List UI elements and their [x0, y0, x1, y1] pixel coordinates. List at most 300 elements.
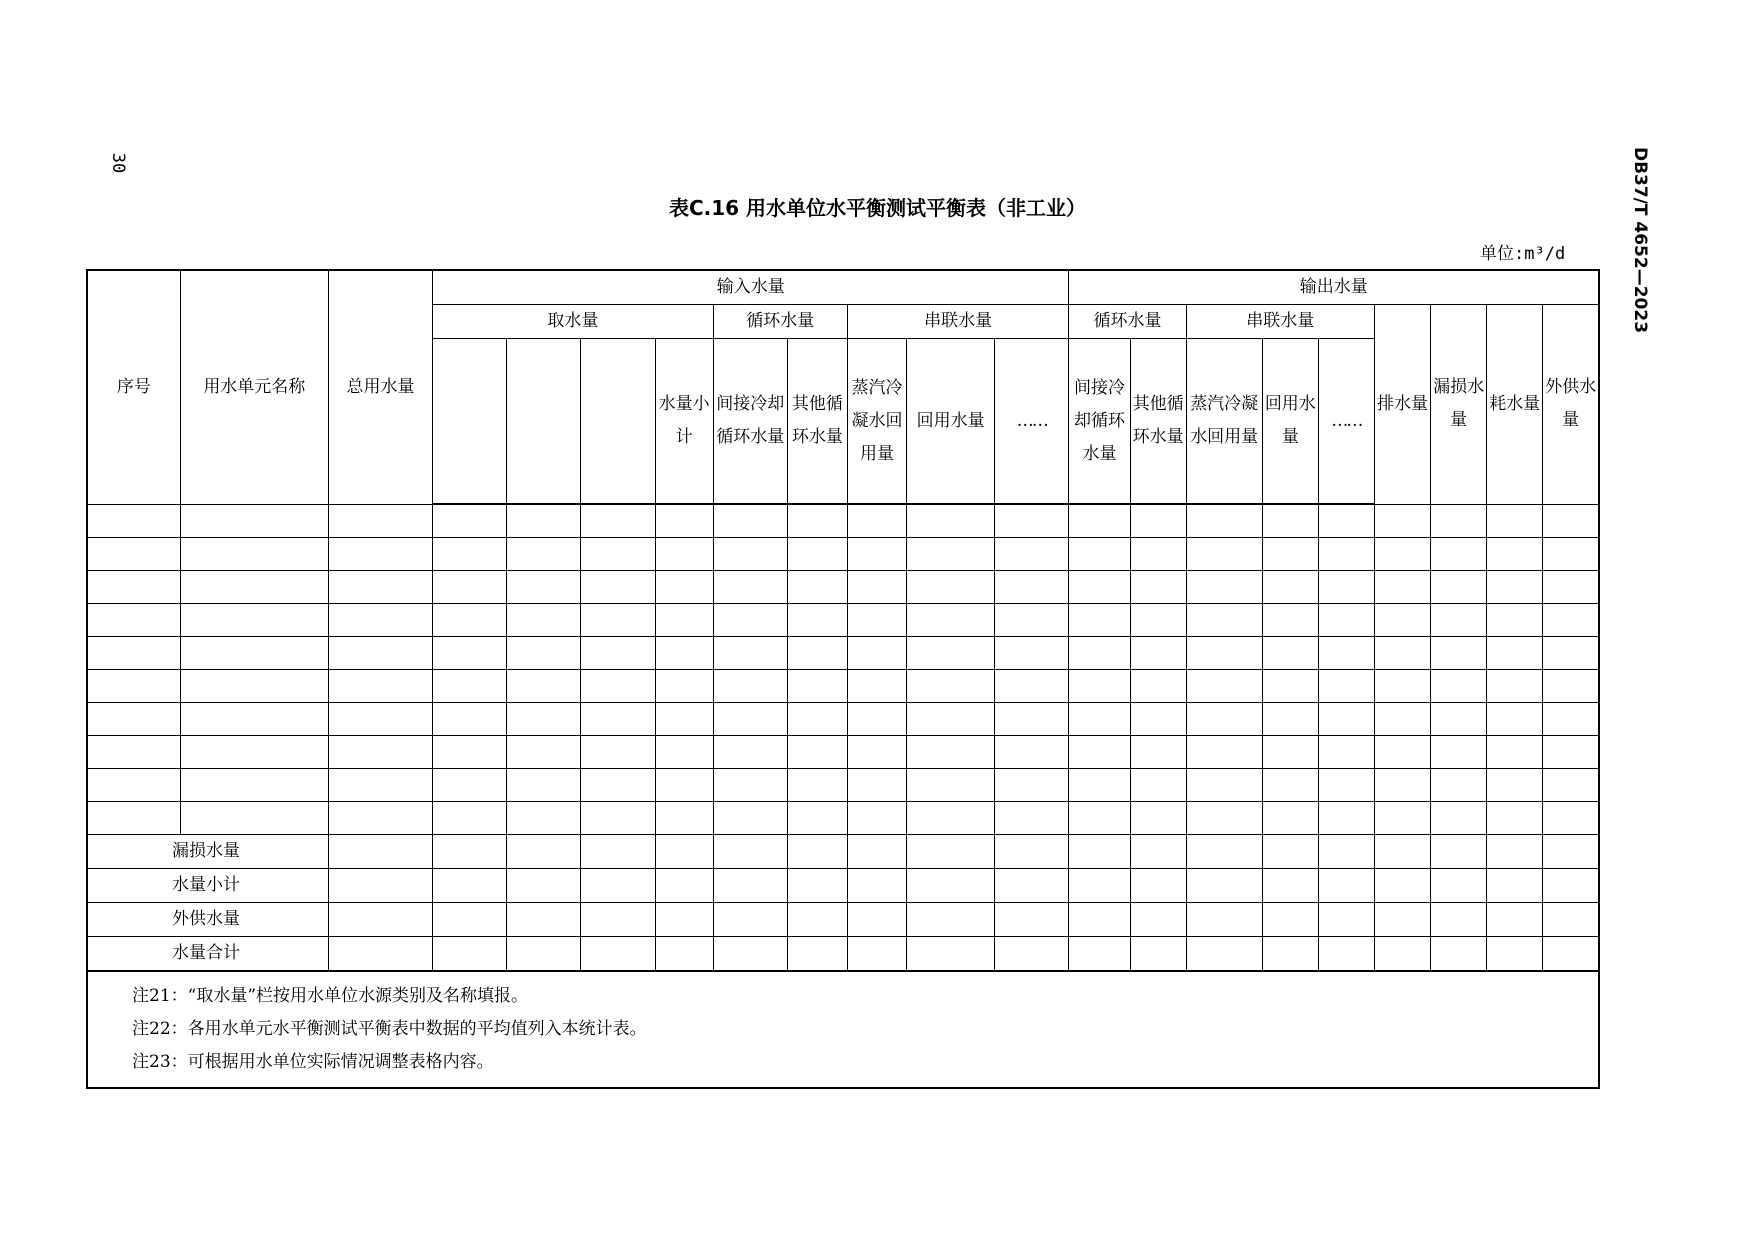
- table-cell[interactable]: [433, 571, 507, 604]
- table-cell[interactable]: [907, 903, 995, 937]
- table-cell[interactable]: [1130, 538, 1186, 571]
- table-cell[interactable]: [507, 769, 581, 802]
- table-cell[interactable]: [1262, 869, 1318, 903]
- table-cell[interactable]: [507, 670, 581, 703]
- table-cell[interactable]: [1318, 835, 1374, 869]
- table-cell[interactable]: [847, 571, 906, 604]
- table-cell[interactable]: [1487, 504, 1543, 538]
- table-cell[interactable]: [787, 538, 847, 571]
- table-cell[interactable]: [655, 538, 713, 571]
- table-cell[interactable]: [87, 637, 180, 670]
- table-cell[interactable]: [907, 604, 995, 637]
- table-cell[interactable]: [1318, 703, 1374, 736]
- table-cell[interactable]: [1374, 903, 1430, 937]
- table-cell[interactable]: [847, 802, 906, 835]
- table-cell[interactable]: [995, 637, 1069, 670]
- table-cell[interactable]: [1262, 637, 1318, 670]
- table-cell[interactable]: [1543, 604, 1599, 637]
- table-cell[interactable]: [787, 637, 847, 670]
- table-cell[interactable]: [1431, 937, 1487, 972]
- table-cell[interactable]: [1431, 504, 1487, 538]
- table-cell[interactable]: [1318, 937, 1374, 972]
- table-cell[interactable]: [1431, 903, 1487, 937]
- table-cell[interactable]: [713, 703, 787, 736]
- table-cell[interactable]: [328, 736, 432, 769]
- table-cell[interactable]: [180, 637, 328, 670]
- summary-row-external-supply: [87, 903, 1599, 937]
- table-cell[interactable]: [507, 703, 581, 736]
- table-cell[interactable]: [507, 937, 581, 972]
- table-cell[interactable]: [1130, 637, 1186, 670]
- table-cell[interactable]: [1186, 835, 1262, 869]
- table-cell[interactable]: [1543, 835, 1599, 869]
- table-cell[interactable]: [713, 869, 787, 903]
- table-cell[interactable]: [787, 670, 847, 703]
- table-cell[interactable]: [1318, 637, 1374, 670]
- table-cell[interactable]: [180, 604, 328, 637]
- table-cell[interactable]: [433, 835, 507, 869]
- table-cell[interactable]: [1262, 703, 1318, 736]
- table-cell[interactable]: [1069, 571, 1130, 604]
- table-cell[interactable]: [655, 903, 713, 937]
- table-cell[interactable]: [1130, 604, 1186, 637]
- table-cell[interactable]: [655, 736, 713, 769]
- table-cell[interactable]: [1543, 538, 1599, 571]
- table-cell[interactable]: [507, 835, 581, 869]
- table-cell[interactable]: [1130, 869, 1186, 903]
- table-cell[interactable]: [1130, 903, 1186, 937]
- table-cell[interactable]: [1543, 504, 1599, 538]
- header-intake-source-1: [433, 339, 507, 505]
- table-cell[interactable]: [1186, 637, 1262, 670]
- table-cell[interactable]: [328, 571, 432, 604]
- table-cell[interactable]: [907, 538, 995, 571]
- table-cell[interactable]: [1186, 604, 1262, 637]
- table-cell[interactable]: [87, 736, 180, 769]
- table-cell[interactable]: [1130, 504, 1186, 538]
- table-cell[interactable]: [655, 637, 713, 670]
- table-cell[interactable]: [1069, 504, 1130, 538]
- table-cell[interactable]: [1487, 604, 1543, 637]
- table-cell[interactable]: [507, 869, 581, 903]
- table-cell[interactable]: [713, 736, 787, 769]
- table-cell[interactable]: [847, 538, 906, 571]
- table-cell[interactable]: [1543, 736, 1599, 769]
- table-cell[interactable]: [847, 703, 906, 736]
- table-cell[interactable]: [713, 670, 787, 703]
- table-cell[interactable]: [1374, 703, 1430, 736]
- table-cell[interactable]: [787, 937, 847, 972]
- table-cell[interactable]: [433, 604, 507, 637]
- table-cell[interactable]: [907, 670, 995, 703]
- summary-label: 水量合计: [87, 937, 328, 972]
- table-cell[interactable]: [1487, 937, 1543, 972]
- table-cell[interactable]: [1262, 802, 1318, 835]
- table-cell[interactable]: [1130, 736, 1186, 769]
- table-cell[interactable]: [328, 670, 432, 703]
- table-cell[interactable]: [1487, 769, 1543, 802]
- table-cell[interactable]: [655, 571, 713, 604]
- table-cell[interactable]: [713, 903, 787, 937]
- table-cell[interactable]: [907, 637, 995, 670]
- table-cell[interactable]: [433, 736, 507, 769]
- table-cell[interactable]: [581, 769, 655, 802]
- table-cell[interactable]: [1431, 835, 1487, 869]
- table-cell[interactable]: [87, 504, 180, 538]
- table-cell[interactable]: [1262, 835, 1318, 869]
- table-cell[interactable]: [655, 937, 713, 972]
- table-cell[interactable]: [328, 703, 432, 736]
- table-cell[interactable]: [847, 670, 906, 703]
- table-cell[interactable]: [1262, 937, 1318, 972]
- table-cell[interactable]: [507, 802, 581, 835]
- table-cell[interactable]: [180, 538, 328, 571]
- table-cell[interactable]: [433, 869, 507, 903]
- table-cell[interactable]: [1130, 802, 1186, 835]
- table-cell[interactable]: [1069, 835, 1130, 869]
- table-cell[interactable]: [787, 835, 847, 869]
- table-cell[interactable]: [507, 637, 581, 670]
- table-cell[interactable]: [507, 571, 581, 604]
- table-cell[interactable]: [1069, 937, 1130, 972]
- table-cell[interactable]: [655, 670, 713, 703]
- table-cell[interactable]: [180, 769, 328, 802]
- table-cell[interactable]: [1431, 769, 1487, 802]
- table-cell[interactable]: [1069, 538, 1130, 571]
- table-cell[interactable]: [180, 703, 328, 736]
- table-cell[interactable]: [995, 835, 1069, 869]
- table-cell[interactable]: [87, 670, 180, 703]
- table-cell[interactable]: [655, 869, 713, 903]
- header-external-supply: 外供水量: [1543, 305, 1599, 505]
- table-cell[interactable]: [1069, 670, 1130, 703]
- table-cell[interactable]: [847, 869, 906, 903]
- table-cell[interactable]: [787, 604, 847, 637]
- table-cell[interactable]: [1431, 736, 1487, 769]
- table-cell[interactable]: [87, 802, 180, 835]
- table-cell[interactable]: [1262, 538, 1318, 571]
- table-cell[interactable]: [1186, 571, 1262, 604]
- table-cell[interactable]: [1374, 869, 1430, 903]
- table-cell[interactable]: [713, 937, 787, 972]
- table-cell[interactable]: [847, 637, 906, 670]
- table-cell[interactable]: [907, 769, 995, 802]
- table-cell[interactable]: [1431, 637, 1487, 670]
- table-cell[interactable]: [907, 835, 995, 869]
- table-cell[interactable]: [1374, 802, 1430, 835]
- table-cell[interactable]: [581, 835, 655, 869]
- table-cell[interactable]: [1374, 835, 1430, 869]
- table-cell[interactable]: [907, 869, 995, 903]
- table-cell[interactable]: [1069, 869, 1130, 903]
- table-cell[interactable]: [655, 769, 713, 802]
- table-cell[interactable]: [907, 802, 995, 835]
- table-cell[interactable]: [581, 802, 655, 835]
- table-cell[interactable]: [1262, 903, 1318, 937]
- table-cell[interactable]: [581, 637, 655, 670]
- table-cell[interactable]: [433, 670, 507, 703]
- table-cell[interactable]: [1069, 736, 1130, 769]
- table-cell[interactable]: [507, 604, 581, 637]
- table-cell[interactable]: [328, 937, 432, 972]
- table-cell[interactable]: [1262, 571, 1318, 604]
- table-cell[interactable]: [1431, 802, 1487, 835]
- table-cell[interactable]: [87, 769, 180, 802]
- table-cell[interactable]: [507, 538, 581, 571]
- table-cell[interactable]: [433, 769, 507, 802]
- table-row: [87, 769, 1599, 802]
- table-cell[interactable]: [787, 802, 847, 835]
- table-cell[interactable]: [87, 604, 180, 637]
- table-cell[interactable]: [787, 703, 847, 736]
- table-cell[interactable]: [1487, 903, 1543, 937]
- table-cell[interactable]: [907, 571, 995, 604]
- table-cell[interactable]: [87, 703, 180, 736]
- table-cell[interactable]: [1069, 903, 1130, 937]
- table-cell[interactable]: [1374, 769, 1430, 802]
- table-cell[interactable]: [1543, 703, 1599, 736]
- table-cell[interactable]: [1487, 637, 1543, 670]
- table-cell[interactable]: [1069, 802, 1130, 835]
- table-cell[interactable]: [907, 736, 995, 769]
- table-cell[interactable]: [328, 903, 432, 937]
- table-cell[interactable]: [328, 637, 432, 670]
- table-cell[interactable]: [1186, 903, 1262, 937]
- table-cell[interactable]: [433, 538, 507, 571]
- table-cell[interactable]: [1487, 869, 1543, 903]
- table-cell[interactable]: [1318, 736, 1374, 769]
- table-cell[interactable]: [1186, 769, 1262, 802]
- table-cell[interactable]: [1069, 637, 1130, 670]
- table-cell[interactable]: [1487, 703, 1543, 736]
- table-cell[interactable]: [713, 504, 787, 538]
- table-cell[interactable]: [581, 538, 655, 571]
- table-cell[interactable]: [1543, 869, 1599, 903]
- table-cell[interactable]: [1374, 571, 1430, 604]
- table-cell[interactable]: [328, 769, 432, 802]
- table-cell[interactable]: [1431, 670, 1487, 703]
- header-out-other-cycle: 其他循环水量: [1130, 339, 1186, 505]
- summary-row-subtotal: [87, 869, 1599, 903]
- table-cell[interactable]: [847, 769, 906, 802]
- table-cell[interactable]: [713, 571, 787, 604]
- table-cell[interactable]: [1186, 937, 1262, 972]
- table-cell[interactable]: [1543, 670, 1599, 703]
- table-cell[interactable]: [1130, 769, 1186, 802]
- table-cell[interactable]: [328, 504, 432, 538]
- table-cell[interactable]: [847, 835, 906, 869]
- table-notes: [87, 971, 1599, 1088]
- table-cell[interactable]: [1318, 769, 1374, 802]
- table-cell[interactable]: [1374, 538, 1430, 571]
- table-cell[interactable]: [1318, 903, 1374, 937]
- header-in-steam-condensate: 蒸汽冷凝水回用量: [847, 339, 906, 505]
- table-cell[interactable]: [180, 670, 328, 703]
- table-cell[interactable]: [328, 802, 432, 835]
- table-cell[interactable]: [1262, 769, 1318, 802]
- table-cell[interactable]: [995, 869, 1069, 903]
- table-cell[interactable]: [581, 736, 655, 769]
- table-cell[interactable]: [847, 736, 906, 769]
- table-cell[interactable]: [1186, 538, 1262, 571]
- table-cell[interactable]: [1130, 670, 1186, 703]
- table-cell[interactable]: [1318, 802, 1374, 835]
- table-cell[interactable]: [655, 802, 713, 835]
- table-cell[interactable]: [180, 802, 328, 835]
- table-cell[interactable]: [581, 703, 655, 736]
- table-cell[interactable]: [713, 538, 787, 571]
- table-cell[interactable]: [1130, 937, 1186, 972]
- table-cell[interactable]: [1543, 571, 1599, 604]
- table-cell[interactable]: [1130, 571, 1186, 604]
- table-cell[interactable]: [1374, 604, 1430, 637]
- table-cell[interactable]: [328, 869, 432, 903]
- table-cell[interactable]: [1374, 736, 1430, 769]
- table-cell[interactable]: [995, 903, 1069, 937]
- table-cell[interactable]: [1543, 637, 1599, 670]
- table-cell[interactable]: [787, 769, 847, 802]
- header-seq: 序号: [87, 270, 180, 504]
- table-cell[interactable]: [1262, 504, 1318, 538]
- table-cell[interactable]: [433, 703, 507, 736]
- table-cell[interactable]: [1543, 769, 1599, 802]
- table-cell[interactable]: [1487, 538, 1543, 571]
- table-cell[interactable]: [1543, 903, 1599, 937]
- table-cell[interactable]: [507, 903, 581, 937]
- table-cell[interactable]: [1431, 571, 1487, 604]
- table-cell[interactable]: [180, 504, 328, 538]
- table-cell[interactable]: [180, 571, 328, 604]
- table-cell[interactable]: [655, 504, 713, 538]
- table-cell[interactable]: [1487, 571, 1543, 604]
- table-cell[interactable]: [433, 504, 507, 538]
- table-cell[interactable]: [995, 504, 1069, 538]
- table-cell[interactable]: [1186, 703, 1262, 736]
- table-cell[interactable]: [1374, 637, 1430, 670]
- table-cell[interactable]: [1318, 670, 1374, 703]
- table-cell[interactable]: [1069, 769, 1130, 802]
- table-cell[interactable]: [787, 504, 847, 538]
- summary-label: 漏损水量: [87, 835, 328, 869]
- table-cell[interactable]: [713, 802, 787, 835]
- table-cell[interactable]: [581, 869, 655, 903]
- table-cell[interactable]: [713, 637, 787, 670]
- table-cell[interactable]: [1487, 802, 1543, 835]
- table-cell[interactable]: [581, 937, 655, 972]
- table-cell[interactable]: [1130, 835, 1186, 869]
- table-cell[interactable]: [995, 604, 1069, 637]
- table-cell[interactable]: [995, 670, 1069, 703]
- table-cell[interactable]: [655, 835, 713, 869]
- table-cell[interactable]: [1186, 504, 1262, 538]
- table-cell[interactable]: [847, 504, 906, 538]
- table-cell[interactable]: [907, 937, 995, 972]
- table-cell[interactable]: [433, 802, 507, 835]
- table-cell[interactable]: [847, 903, 906, 937]
- table-cell[interactable]: [581, 670, 655, 703]
- table-cell[interactable]: [1374, 504, 1430, 538]
- table-cell[interactable]: [1318, 869, 1374, 903]
- table-cell[interactable]: [995, 802, 1069, 835]
- table-cell[interactable]: [1431, 869, 1487, 903]
- table-cell[interactable]: [1186, 736, 1262, 769]
- table-cell[interactable]: [847, 604, 906, 637]
- table-cell[interactable]: [787, 903, 847, 937]
- table-cell[interactable]: [581, 604, 655, 637]
- table-cell[interactable]: [847, 937, 906, 972]
- table-cell[interactable]: [1262, 736, 1318, 769]
- table-cell[interactable]: [1318, 504, 1374, 538]
- table-cell[interactable]: [907, 504, 995, 538]
- table-cell[interactable]: [581, 504, 655, 538]
- table-cell[interactable]: [995, 769, 1069, 802]
- table-cell[interactable]: [1487, 670, 1543, 703]
- table-cell[interactable]: [1069, 703, 1130, 736]
- table-cell[interactable]: [1186, 802, 1262, 835]
- table-cell[interactable]: [1487, 736, 1543, 769]
- table-cell[interactable]: [1431, 703, 1487, 736]
- table-cell[interactable]: [1318, 604, 1374, 637]
- table-cell[interactable]: [713, 769, 787, 802]
- table-cell[interactable]: [1069, 604, 1130, 637]
- table-cell[interactable]: [995, 937, 1069, 972]
- table-cell[interactable]: [87, 538, 180, 571]
- table-cell[interactable]: [1186, 670, 1262, 703]
- table-cell[interactable]: [328, 538, 432, 571]
- table-cell[interactable]: [328, 835, 432, 869]
- table-cell[interactable]: [907, 703, 995, 736]
- table-cell[interactable]: [581, 903, 655, 937]
- table-row: [87, 670, 1599, 703]
- table-cell[interactable]: [87, 571, 180, 604]
- table-cell[interactable]: [507, 504, 581, 538]
- note-22: 注22：各用水单元水平衡测试平衡表中数据的平均值列入本统计表。: [132, 1019, 647, 1039]
- table-cell[interactable]: [433, 937, 507, 972]
- table-cell[interactable]: [507, 736, 581, 769]
- table-cell[interactable]: [581, 571, 655, 604]
- table-cell[interactable]: [995, 736, 1069, 769]
- table-cell[interactable]: [1262, 670, 1318, 703]
- table-cell[interactable]: [433, 903, 507, 937]
- table-cell[interactable]: [1130, 703, 1186, 736]
- table-cell[interactable]: [1543, 937, 1599, 972]
- document-code: DB37/T 4652—2023: [1630, 146, 1650, 334]
- table-cell[interactable]: [1186, 869, 1262, 903]
- table-cell[interactable]: [1374, 670, 1430, 703]
- table-cell[interactable]: [1318, 571, 1374, 604]
- table-cell[interactable]: [1431, 604, 1487, 637]
- table-cell[interactable]: [1318, 538, 1374, 571]
- table-cell[interactable]: [713, 604, 787, 637]
- table-cell[interactable]: [655, 604, 713, 637]
- table-cell[interactable]: [995, 703, 1069, 736]
- table-cell[interactable]: [180, 736, 328, 769]
- table-cell[interactable]: [995, 571, 1069, 604]
- table-cell[interactable]: [328, 604, 432, 637]
- table-cell[interactable]: [1262, 604, 1318, 637]
- table-cell[interactable]: [787, 736, 847, 769]
- table-cell[interactable]: [655, 703, 713, 736]
- table-cell[interactable]: [995, 538, 1069, 571]
- table-cell[interactable]: [787, 869, 847, 903]
- table-cell[interactable]: [1543, 802, 1599, 835]
- table-cell[interactable]: [713, 835, 787, 869]
- table-cell[interactable]: [1431, 538, 1487, 571]
- table-cell[interactable]: [1487, 835, 1543, 869]
- table-cell[interactable]: [787, 571, 847, 604]
- table-cell[interactable]: [433, 637, 507, 670]
- table-cell[interactable]: [1374, 937, 1430, 972]
